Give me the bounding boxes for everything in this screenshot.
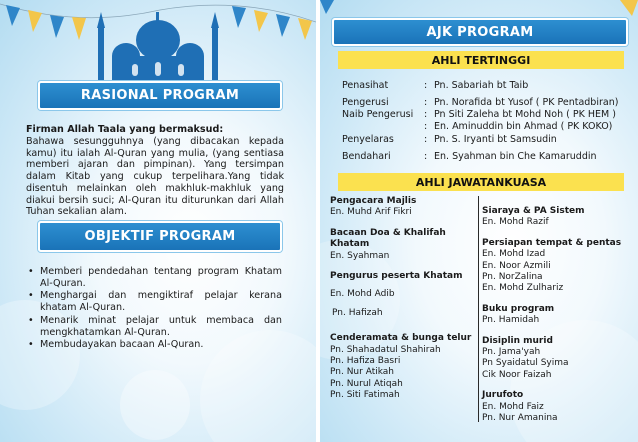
committee-title: Disiplin murid [482, 335, 553, 346]
committee-member: Pn Syaidatul Syima [482, 358, 569, 369]
mosque-icon [92, 6, 224, 80]
committee-member: Pn. NorZalina [482, 272, 543, 283]
ahli-row-pengerusi [342, 97, 634, 109]
ahli-name: Pn. Norafida bt Yusof ( PK Pentadbiran) [434, 97, 619, 108]
committee-member: Pn. Nur Atikah [330, 367, 394, 378]
committee-group [482, 238, 632, 295]
committee-right-column [482, 206, 632, 434]
ahli-role: Penasihat [342, 80, 389, 91]
committee-member: Pn. Hamidah [482, 315, 540, 326]
committee-member: Pn. Siti Fatimah [330, 390, 400, 401]
ahli-role: Pengerusi [342, 97, 389, 108]
ahli-colon: : [424, 80, 428, 91]
committee-title: Pengurus peserta Khatam [330, 271, 463, 282]
objektif-program-banner: OBJEKTIF PROGRAM [38, 221, 282, 252]
ahli-name: Pn Siti Zaleha bt Mohd Noh ( PK HEM ) [434, 109, 616, 120]
committee-group [482, 390, 632, 424]
bokeh-light [120, 370, 190, 440]
committee-left-column [330, 196, 478, 411]
ahli-name: En. Aminuddin bin Ahmad ( PK KOKO) [434, 121, 613, 132]
quran-quote: Bahawa sesungguhnya (yang dibacakan kepada kamu) itu ialah Al-Quran yang mulia, (yang sentiasa memberi ajaran dan pimpinan). Yang tersimpan dalam Kitab yang cukup terpelihara.Yang tidak disentuh melainkan oleh makhluk-makhluk yang diakui bersih suci; Al-Quran itu diturunkan dari Allah Tuhan sekalian alam. [26, 136, 284, 218]
committee-member: En. Mohd Adib [330, 289, 395, 300]
ahli-name: Pn. Sabariah bt Taib [434, 80, 529, 91]
ahli-colon: : [424, 121, 428, 132]
committee-group [482, 206, 632, 229]
column-divider [478, 196, 479, 422]
ahli-colon: : [424, 134, 428, 145]
objectives-list [26, 266, 282, 352]
committee-member: En. Mohd Faiz [482, 401, 544, 412]
committee-member: En. Mohd Razif [482, 217, 549, 228]
committee-member: Pn. Nurul Atiqah [330, 378, 403, 389]
committee-group [330, 196, 478, 219]
list-item: • Memberi pendedahan tentang program Khatam Al-Quran. [26, 266, 282, 289]
ahli-name: En. Syahman bin Che Kamaruddin [434, 151, 597, 162]
list-item: • Menarik minat pelajar untuk membaca dan mengkhatamkan Al-Quran. [26, 315, 282, 338]
list-item: • Menghargai dan mengiktiraf pelajar kerana khatam Al-Quran. [26, 290, 282, 313]
committee-member: En. Syahman [330, 250, 390, 261]
committee-title: Buku program [482, 303, 555, 314]
committee-member: Pn. Nur Amanina [482, 413, 558, 424]
ahli-row-penyelaras [342, 134, 634, 146]
ahli-jawatankuasa-heading: AHLI JAWATANKUASA [338, 173, 624, 191]
ahli-role: Naib Pengerusi [342, 109, 414, 120]
committee-member: En. Mohd Izad [482, 249, 546, 260]
ahli-colon: : [424, 151, 428, 162]
committee-member: En. Mohd Zulhariz [482, 283, 564, 294]
committee-member: Pn. Jama'yah [482, 347, 541, 358]
committee-member: En. Muhd Arif Fikri [330, 207, 412, 218]
committee-group [482, 336, 632, 382]
bunting-icon [320, 0, 638, 20]
committee-group [482, 304, 632, 327]
committee-member: Cik Noor Faizah [482, 369, 552, 380]
committee-group [330, 333, 478, 401]
rasional-program-banner: RASIONAL PROGRAM [38, 81, 282, 110]
committee-member: Pn. Shahadatul Shahirah [330, 344, 441, 355]
ahli-colon: : [424, 97, 428, 108]
committee-title: Bacaan Doa & Khalifah Khatam [330, 227, 446, 250]
committee-title: Cenderamata & bunga telur [330, 333, 472, 344]
ahli-row-naib-pengerusi [342, 109, 634, 121]
committee-group [330, 271, 478, 319]
committee-title: Siaraya & PA Sistem [482, 206, 585, 216]
committee-member: Pn. Hafiza Basri [330, 356, 401, 367]
list-item: • Membudayakan bacaan Al-Quran. [26, 339, 282, 351]
committee-member: Pn. Hafizah [332, 307, 383, 318]
quote-lead: Firman Allah Taala yang bermaksud: [26, 124, 224, 135]
committee-member: En. Noor Azmili [482, 260, 551, 271]
left-panel [0, 0, 316, 442]
committee-title: Jurufoto [482, 390, 524, 401]
ahli-colon: : [424, 109, 428, 120]
ahli-role: Penyelaras [342, 134, 394, 145]
committee-group [330, 228, 478, 262]
ahli-row-naib-pengerusi-2 [342, 121, 634, 133]
ahli-row-penasihat [342, 80, 634, 92]
ajk-program-banner: AJK PROGRAM [332, 18, 628, 46]
right-panel [320, 0, 638, 442]
ahli-name: Pn. S. Iryanti bt Samsudin [434, 134, 557, 145]
committee-title: Pengacara Majlis [330, 196, 417, 206]
committee-title: Persiapan tempat & pentas [482, 237, 622, 248]
ahli-tertinggi-heading: AHLI TERTINGGI [338, 51, 624, 69]
ahli-role: Bendahari [342, 151, 391, 162]
ahli-row-bendahari [342, 151, 634, 163]
